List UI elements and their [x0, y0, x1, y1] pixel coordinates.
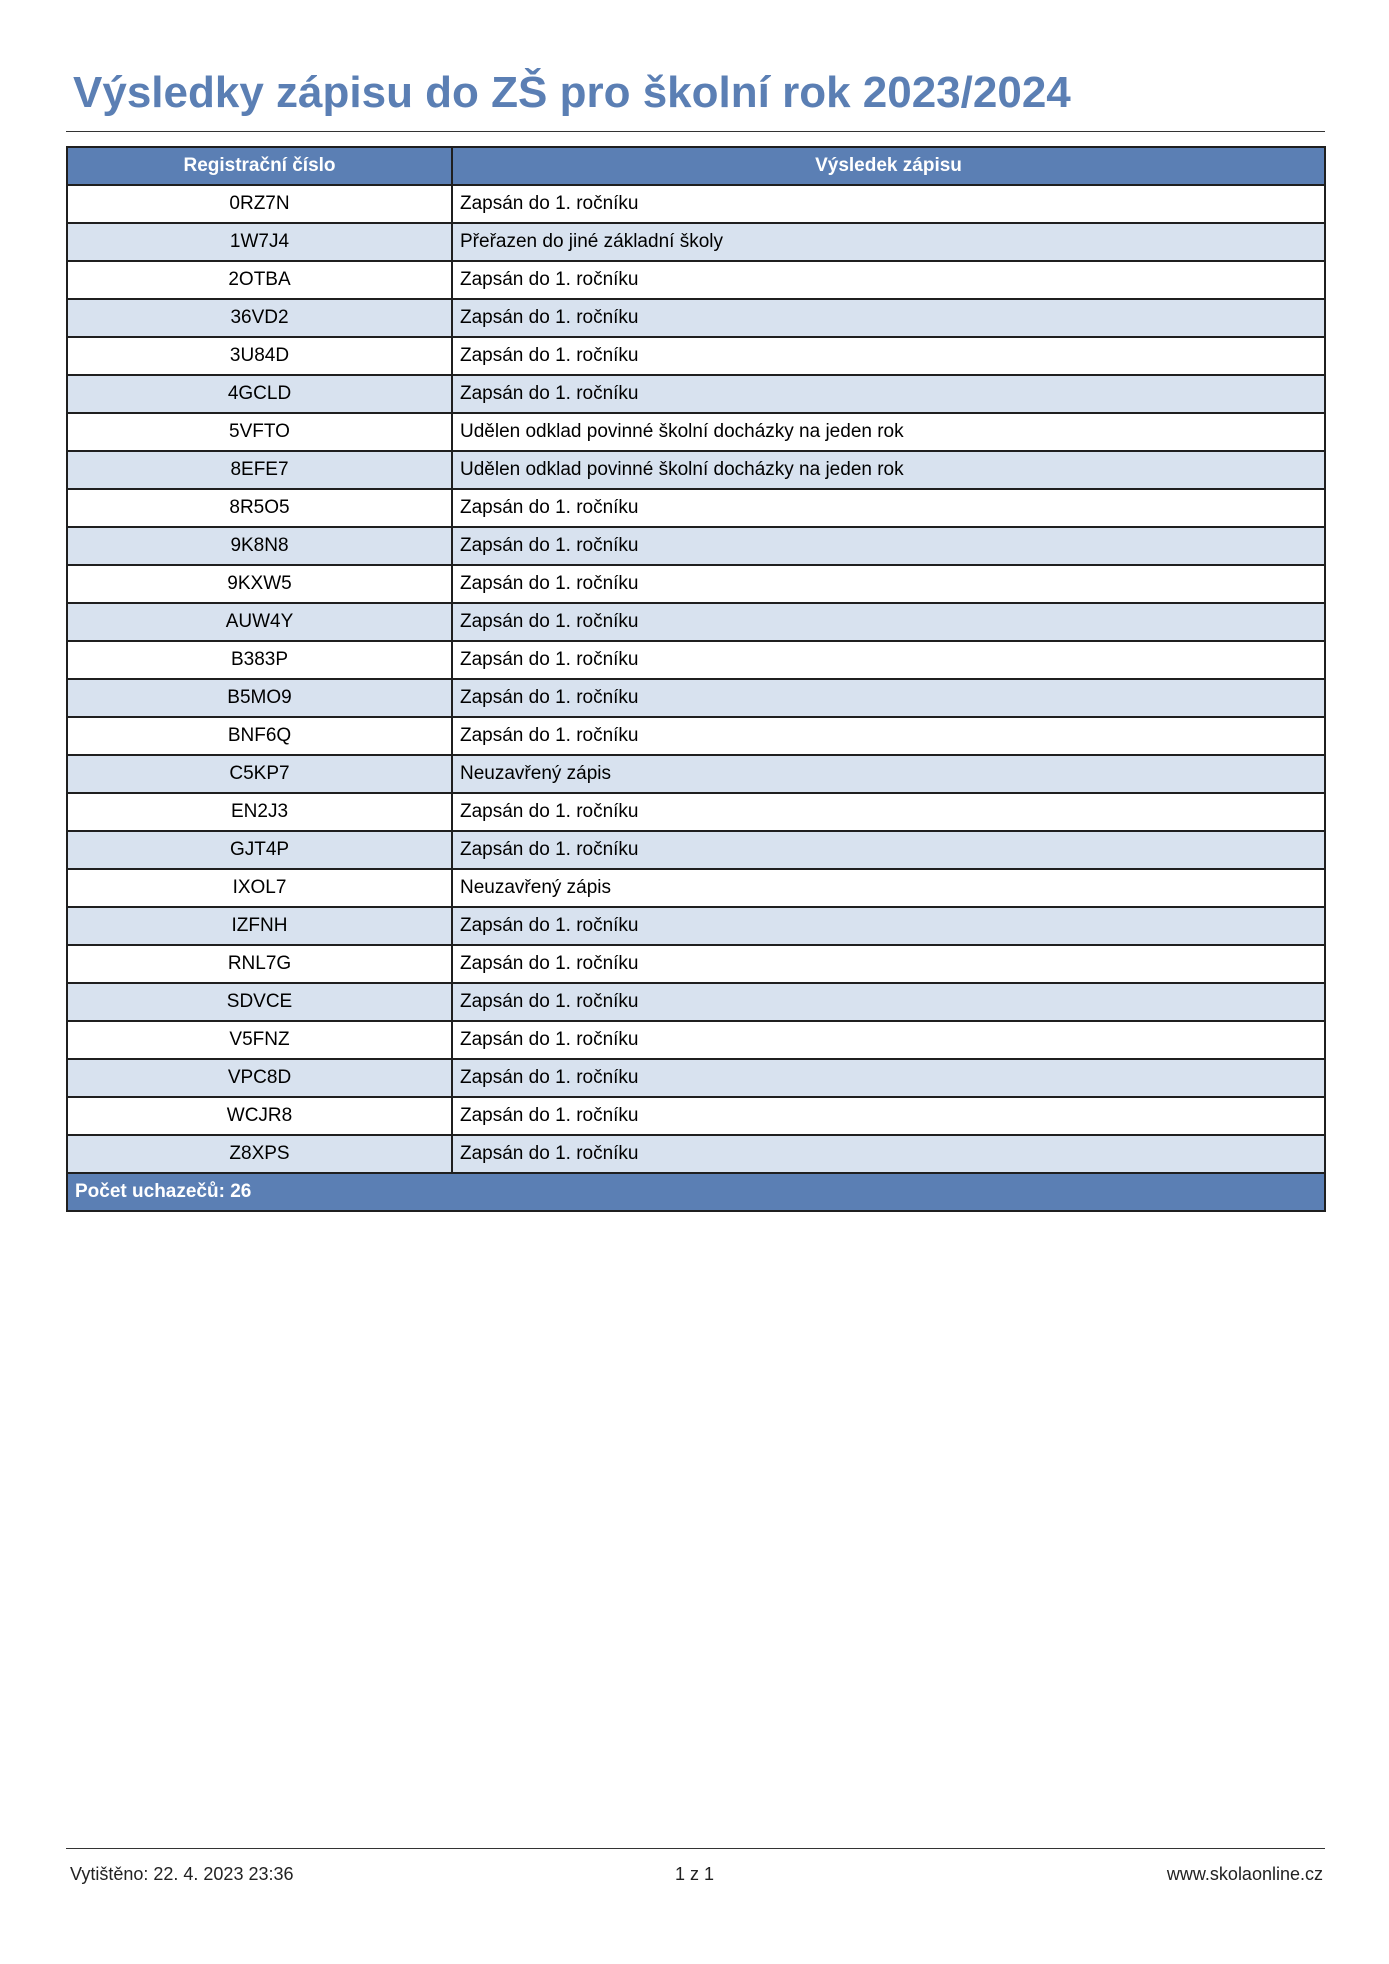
result-cell: Zapsán do 1. ročníku [452, 1021, 1325, 1059]
table-row [67, 1059, 1325, 1097]
table-row [67, 793, 1325, 831]
table-row [67, 983, 1325, 1021]
table-row [67, 679, 1325, 717]
result-cell: Zapsán do 1. ročníku [452, 489, 1325, 527]
result-cell: Zapsán do 1. ročníku [452, 1059, 1325, 1097]
registration-number-cell: 5VFTO [67, 413, 452, 451]
registration-number-cell: 36VD2 [67, 299, 452, 337]
registration-number-cell: VPC8D [67, 1059, 452, 1097]
table-row [67, 337, 1325, 375]
registration-number-cell: C5KP7 [67, 755, 452, 793]
result-cell: Udělen odklad povinné školní docházky na jeden rok [452, 413, 1325, 451]
table-row [67, 1097, 1325, 1135]
page-number: 1 z 1 [674, 1864, 715, 1884]
page-title: Výsledky zápisu do ZŠ pro školní rok 2023/2024 [73, 68, 1071, 117]
registration-number-cell: 8R5O5 [67, 489, 452, 527]
title-divider [66, 131, 1325, 132]
table-header-row [67, 147, 1325, 185]
result-cell: Zapsán do 1. ročníku [452, 603, 1325, 641]
registration-number-cell: V5FNZ [67, 1021, 452, 1059]
registration-number-cell: 0RZ7N [67, 185, 452, 223]
table-row [67, 223, 1325, 261]
applicant-count: Počet uchazečů: 26 [67, 1173, 1325, 1211]
table-row [67, 945, 1325, 983]
result-cell: Zapsán do 1. ročníku [452, 299, 1325, 337]
result-cell: Zapsán do 1. ročníku [452, 983, 1325, 1021]
registration-number-cell: 9KXW5 [67, 565, 452, 603]
result-cell: Zapsán do 1. ročníku [452, 907, 1325, 945]
registration-number-cell: B5MO9 [67, 679, 452, 717]
registration-number-cell: 1W7J4 [67, 223, 452, 261]
registration-number-cell: 3U84D [67, 337, 452, 375]
table-row [67, 1021, 1325, 1059]
table-row [67, 375, 1325, 413]
result-cell: Přeřazen do jiné základní školy [452, 223, 1325, 261]
registration-number-cell: AUW4Y [67, 603, 452, 641]
registration-number-cell: 4GCLD [67, 375, 452, 413]
table-row [67, 413, 1325, 451]
registration-number-cell: GJT4P [67, 831, 452, 869]
registration-number-cell: 8EFE7 [67, 451, 452, 489]
result-cell: Zapsán do 1. ročníku [452, 831, 1325, 869]
table-row [67, 869, 1325, 907]
registration-number-cell: B383P [67, 641, 452, 679]
registration-number-cell: EN2J3 [67, 793, 452, 831]
result-cell: Zapsán do 1. ročníku [452, 565, 1325, 603]
registration-number-cell: 9K8N8 [67, 527, 452, 565]
result-cell: Zapsán do 1. ročníku [452, 1097, 1325, 1135]
table-row [67, 717, 1325, 755]
result-cell: Zapsán do 1. ročníku [452, 337, 1325, 375]
table-row [67, 451, 1325, 489]
result-cell: Zapsán do 1. ročníku [452, 375, 1325, 413]
printed-timestamp: Vytištěno: 22. 4. 2023 23:36 [70, 1864, 294, 1884]
registration-number-cell: SDVCE [67, 983, 452, 1021]
results-table [66, 146, 1326, 1212]
table-row [67, 641, 1325, 679]
table-row [67, 489, 1325, 527]
result-cell: Udělen odklad povinné školní docházky na jeden rok [452, 451, 1325, 489]
table-row [67, 185, 1325, 223]
registration-number-cell: IXOL7 [67, 869, 452, 907]
table-row [67, 299, 1325, 337]
registration-number-cell: BNF6Q [67, 717, 452, 755]
result-cell: Zapsán do 1. ročníku [452, 717, 1325, 755]
result-cell: Neuzavřený zápis [452, 869, 1325, 907]
registration-number-cell: Z8XPS [67, 1135, 452, 1173]
column-header-registration-number: Registrační číslo [67, 147, 452, 185]
footer-divider [66, 1848, 1325, 1849]
table-row [67, 603, 1325, 641]
table-row [67, 261, 1325, 299]
registration-number-cell: WCJR8 [67, 1097, 452, 1135]
table-row [67, 831, 1325, 869]
table-row [67, 907, 1325, 945]
registration-number-cell: RNL7G [67, 945, 452, 983]
registration-number-cell: 2OTBA [67, 261, 452, 299]
table-body [67, 185, 1325, 1173]
result-cell: Zapsán do 1. ročníku [452, 793, 1325, 831]
table-row [67, 565, 1325, 603]
table-row [67, 755, 1325, 793]
website-link[interactable]: www.skolaonline.cz [1166, 1864, 1323, 1884]
result-cell: Zapsán do 1. ročníku [452, 679, 1325, 717]
table-row [67, 1135, 1325, 1173]
result-cell: Zapsán do 1. ročníku [452, 1135, 1325, 1173]
registration-number-cell: IZFNH [67, 907, 452, 945]
result-cell: Zapsán do 1. ročníku [452, 641, 1325, 679]
result-cell: Zapsán do 1. ročníku [452, 527, 1325, 565]
table-row [67, 527, 1325, 565]
table-summary-row [67, 1173, 1325, 1211]
result-cell: Zapsán do 1. ročníku [452, 945, 1325, 983]
result-cell: Zapsán do 1. ročníku [452, 261, 1325, 299]
result-cell: Neuzavřený zápis [452, 755, 1325, 793]
column-header-result: Výsledek zápisu [452, 147, 1325, 185]
result-cell: Zapsán do 1. ročníku [452, 185, 1325, 223]
